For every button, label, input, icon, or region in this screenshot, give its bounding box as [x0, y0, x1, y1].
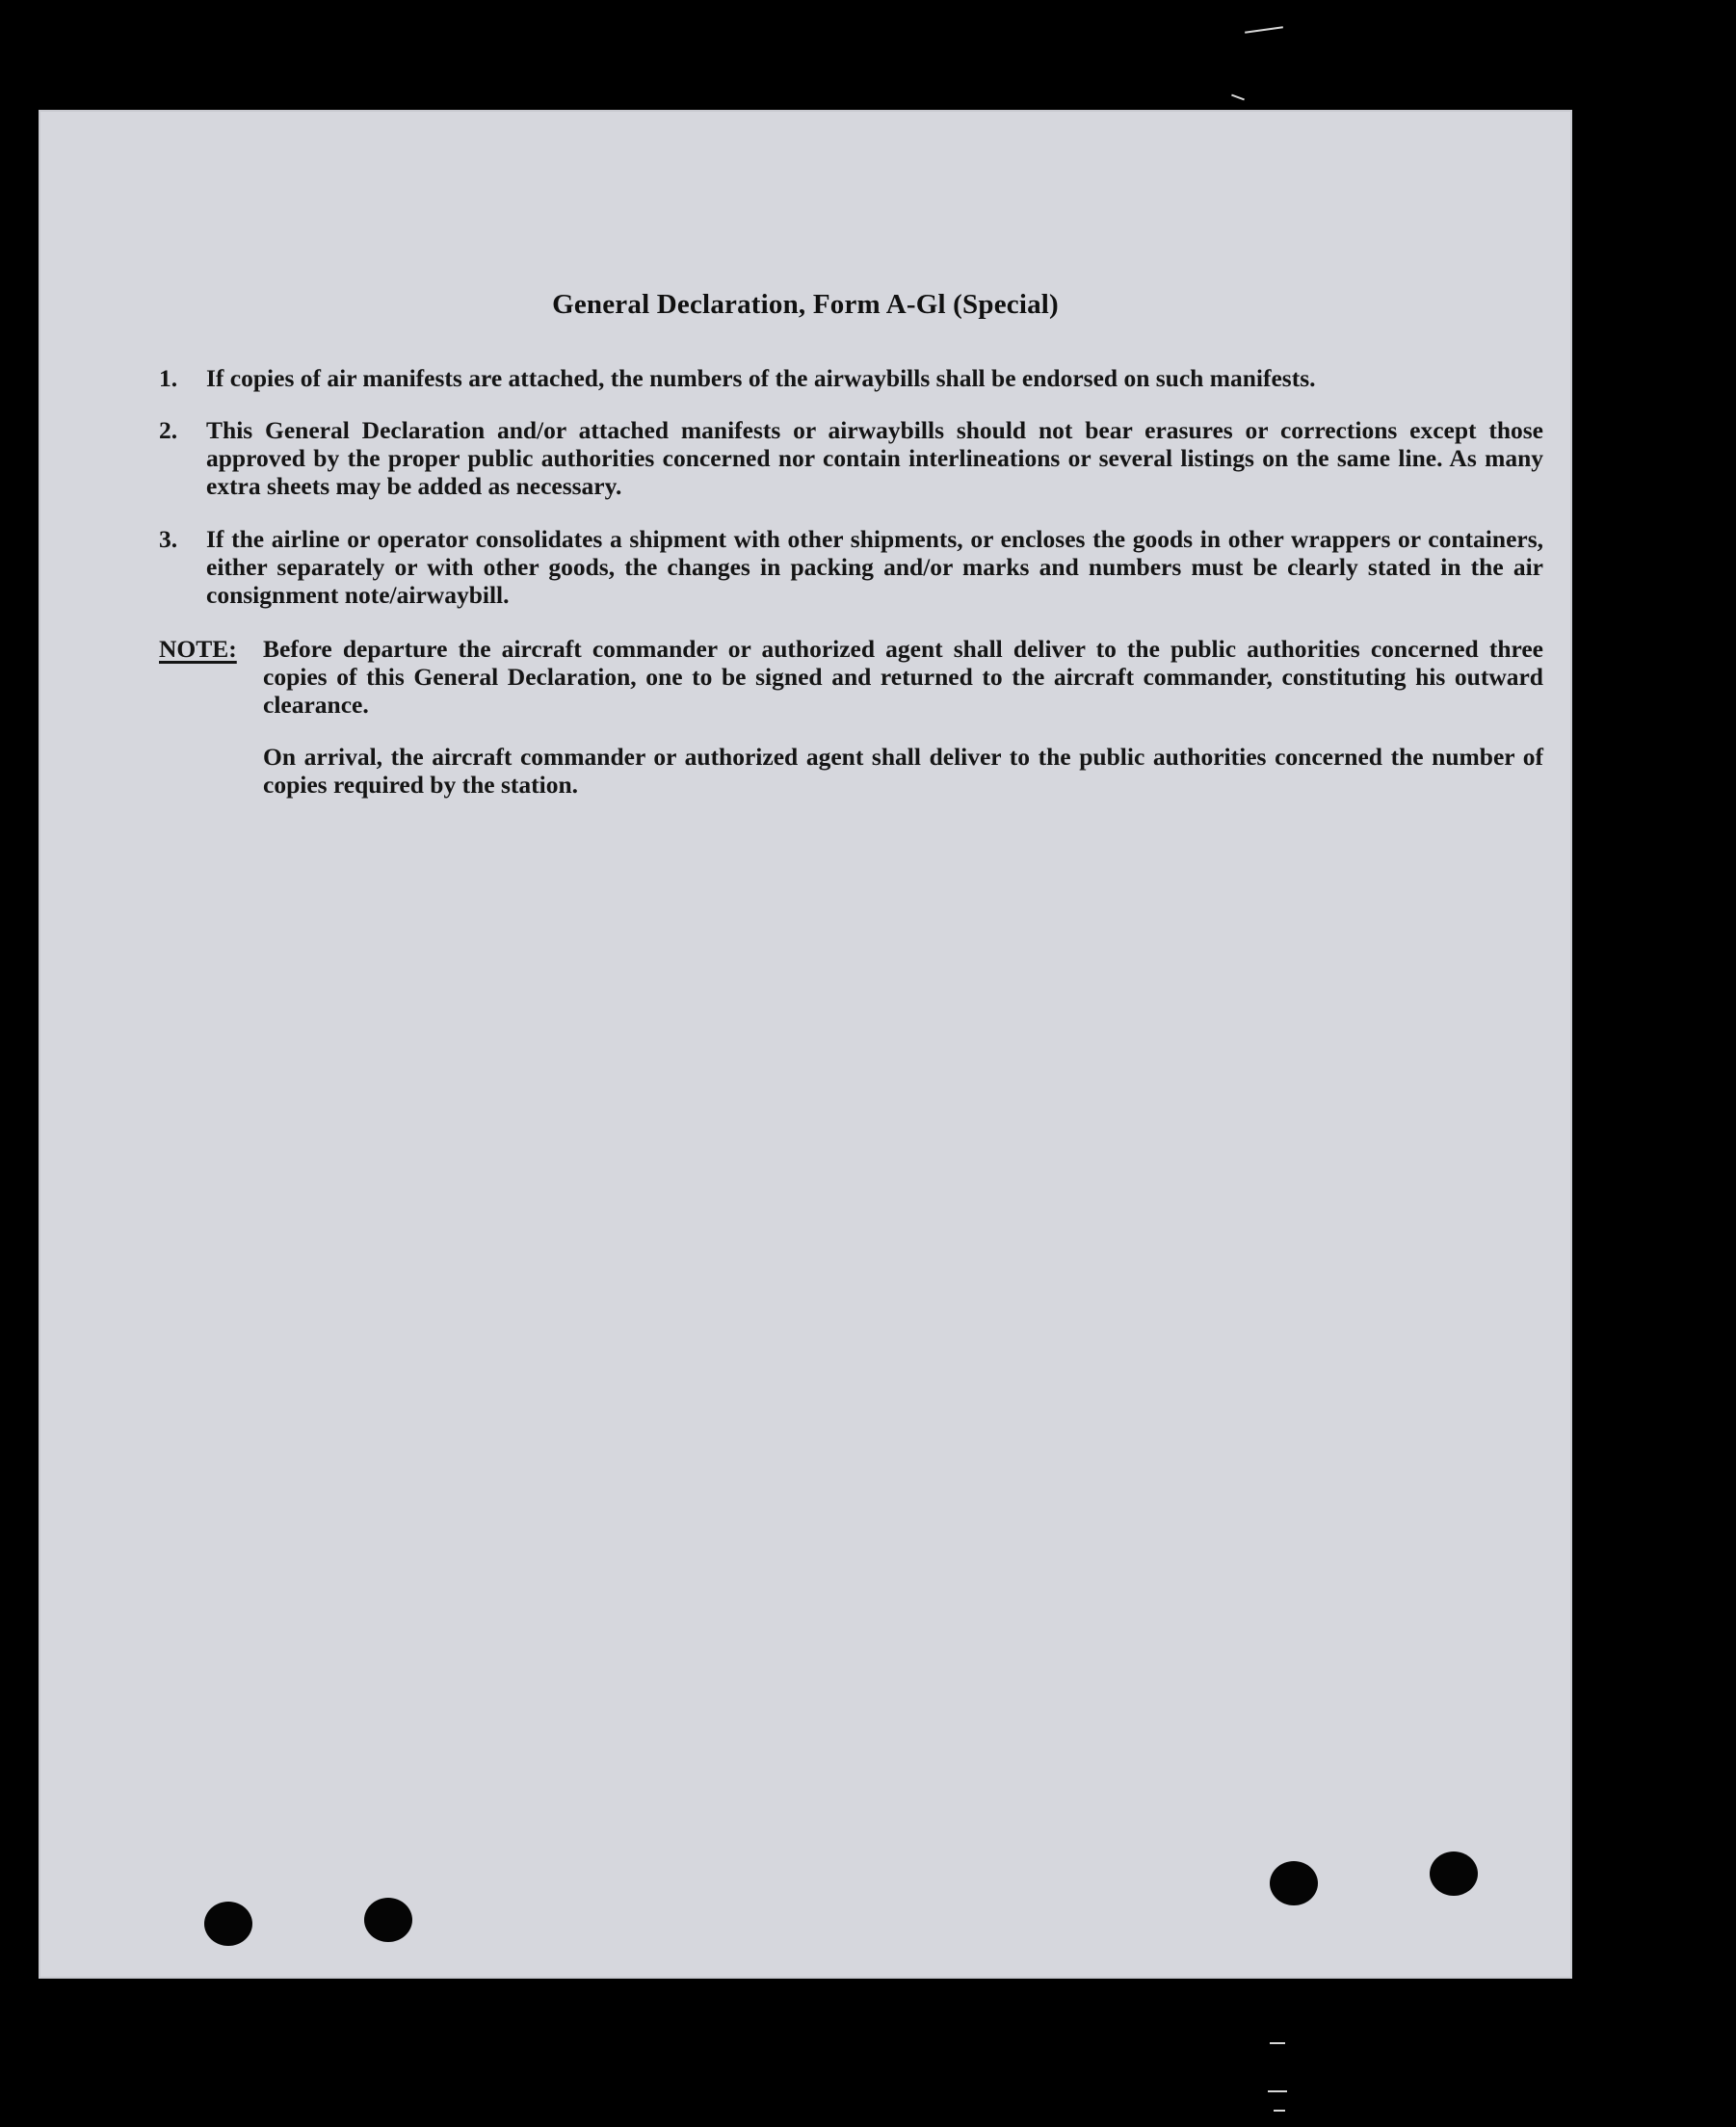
- scan-speck: [1245, 26, 1283, 34]
- list-item: [159, 364, 1543, 392]
- item-number: 1.: [159, 364, 178, 392]
- punch-hole: [204, 1902, 252, 1946]
- scan-speck: [1270, 2042, 1285, 2044]
- note-section: [159, 635, 1543, 799]
- note-label: NOTE:: [159, 635, 237, 663]
- punch-hole: [1270, 1861, 1318, 1905]
- item-text: If the airline or operator consolidates a shipment with other shipments, or encloses the goods in other wrappers or containers, either separately or with other goods, the changes in packing and/or marks and numbers must be clearly stated in the air consignment note/airwaybill.: [206, 525, 1543, 609]
- list-item: [159, 416, 1543, 500]
- document-title: General Declaration, Form A-Gl (Special): [552, 289, 1059, 320]
- note-paragraph: On arrival, the aircraft commander or authorized agent shall deliver to the public authorities concerned the number of copies required by the station.: [263, 743, 1543, 799]
- item-number: 3.: [159, 525, 178, 553]
- item-text: If copies of air manifests are attached, the numbers of the airwaybills shall be endorsed on such manifests.: [206, 364, 1316, 392]
- scan-speck: [1268, 2090, 1287, 2092]
- punch-hole: [364, 1898, 412, 1942]
- punch-hole: [1430, 1851, 1478, 1896]
- list-item: [159, 525, 1543, 609]
- item-number: 2.: [159, 416, 178, 444]
- scan-speck: [1274, 2110, 1285, 2112]
- item-text: This General Declaration and/or attached manifests or airwaybills should not bear erasures or corrections except those approved by the proper public authorities concerned nor contain interlineations or several listings on the same line. As many extra sheets may be added as necessary.: [206, 416, 1543, 500]
- scan-speck: [1231, 94, 1245, 101]
- note-paragraph: Before departure the aircraft commander or authorized agent shall deliver to the public authorities concerned three copies of this General Declaration, one to be signed and returned to the aircraft commander, constituting his outward clearance.: [263, 635, 1543, 719]
- document-page: [39, 110, 1572, 1979]
